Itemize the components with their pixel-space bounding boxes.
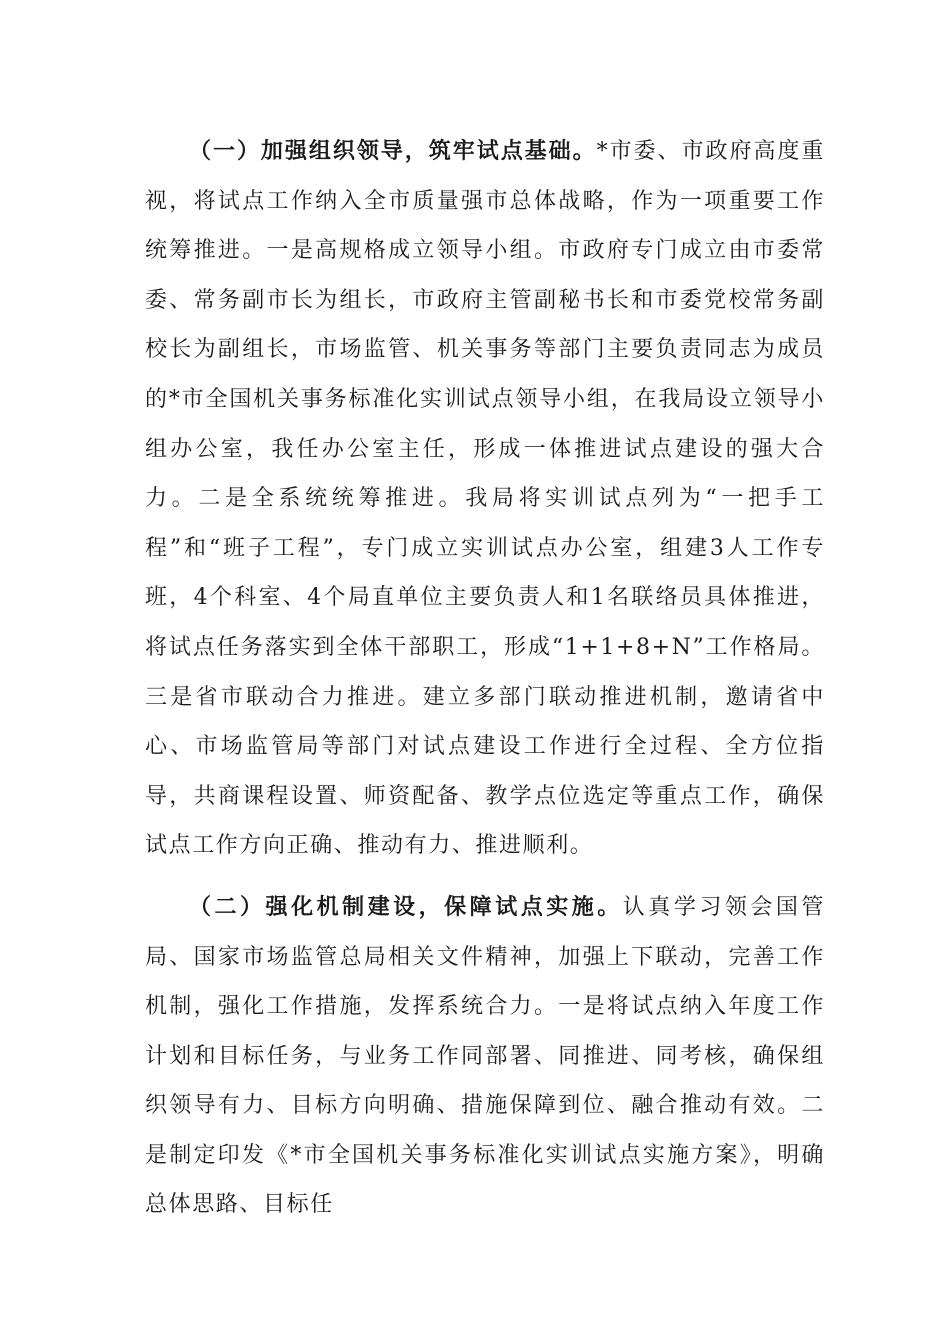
paragraph-1: [145, 127, 825, 871]
paragraph-1-text: *市委、市政府高度重视，将试点工作纳入全市质量强市总体战略，作为一项重要工作统筹推进。一是高规格成立领导小组。市政府专门成立由市委常委、常务副市长为组长，市政府主管副秘书长和市委党校常务副校长为副组长，市场监管、机关事务等部门主要负责同志为成员的*市全国机关事务标准化实训试点领导小组，在我局设立领导小组办公室，我任办公室主任，形成一体推进试点建设的强大合力。二是全系统统筹推进。我局将实训试点列为“一把手工程”和“班子工程”，专门成立实训试点办公室，组建3人工作专班，4个科室、4个局直单位主要负责人和1名联络员具体推进，将试点任务落实到全体干部职工，形成“1+1+8+N”工作格局。三是省市联动合力推进。建立多部门联动推进机制，邀请省中心、市场监管局等部门对试点建设工作进行全过程、全方位指导，共商课程设置、师资配备、教学点位选定等重点工作，确保试点工作方向正确、推动有力、推进顺利。: [145, 139, 825, 859]
paragraph-2-heading: （二）强化机制建设，保障试点实施。: [189, 893, 623, 920]
paragraph-2: [145, 883, 825, 1230]
document-body: [145, 127, 825, 1230]
paragraph-2-text: 认真学习领会国管局、国家市场监管总局相关文件精神，加强上下联动，完善工作机制，强化工作措施，发挥系统合力。一是将试点纳入年度工作计划和目标任务，与业务工作同部署、同推进、同考核，确保组织领导有力、目标方向明确、措施保障到位、融合推动有效。二是制定印发《*市全国机关事务标准化实训试点实施方案》，明确总体思路、目标任: [145, 894, 825, 1218]
paragraph-1-heading: （一）加强组织领导，筑牢试点基础。: [189, 138, 597, 164]
